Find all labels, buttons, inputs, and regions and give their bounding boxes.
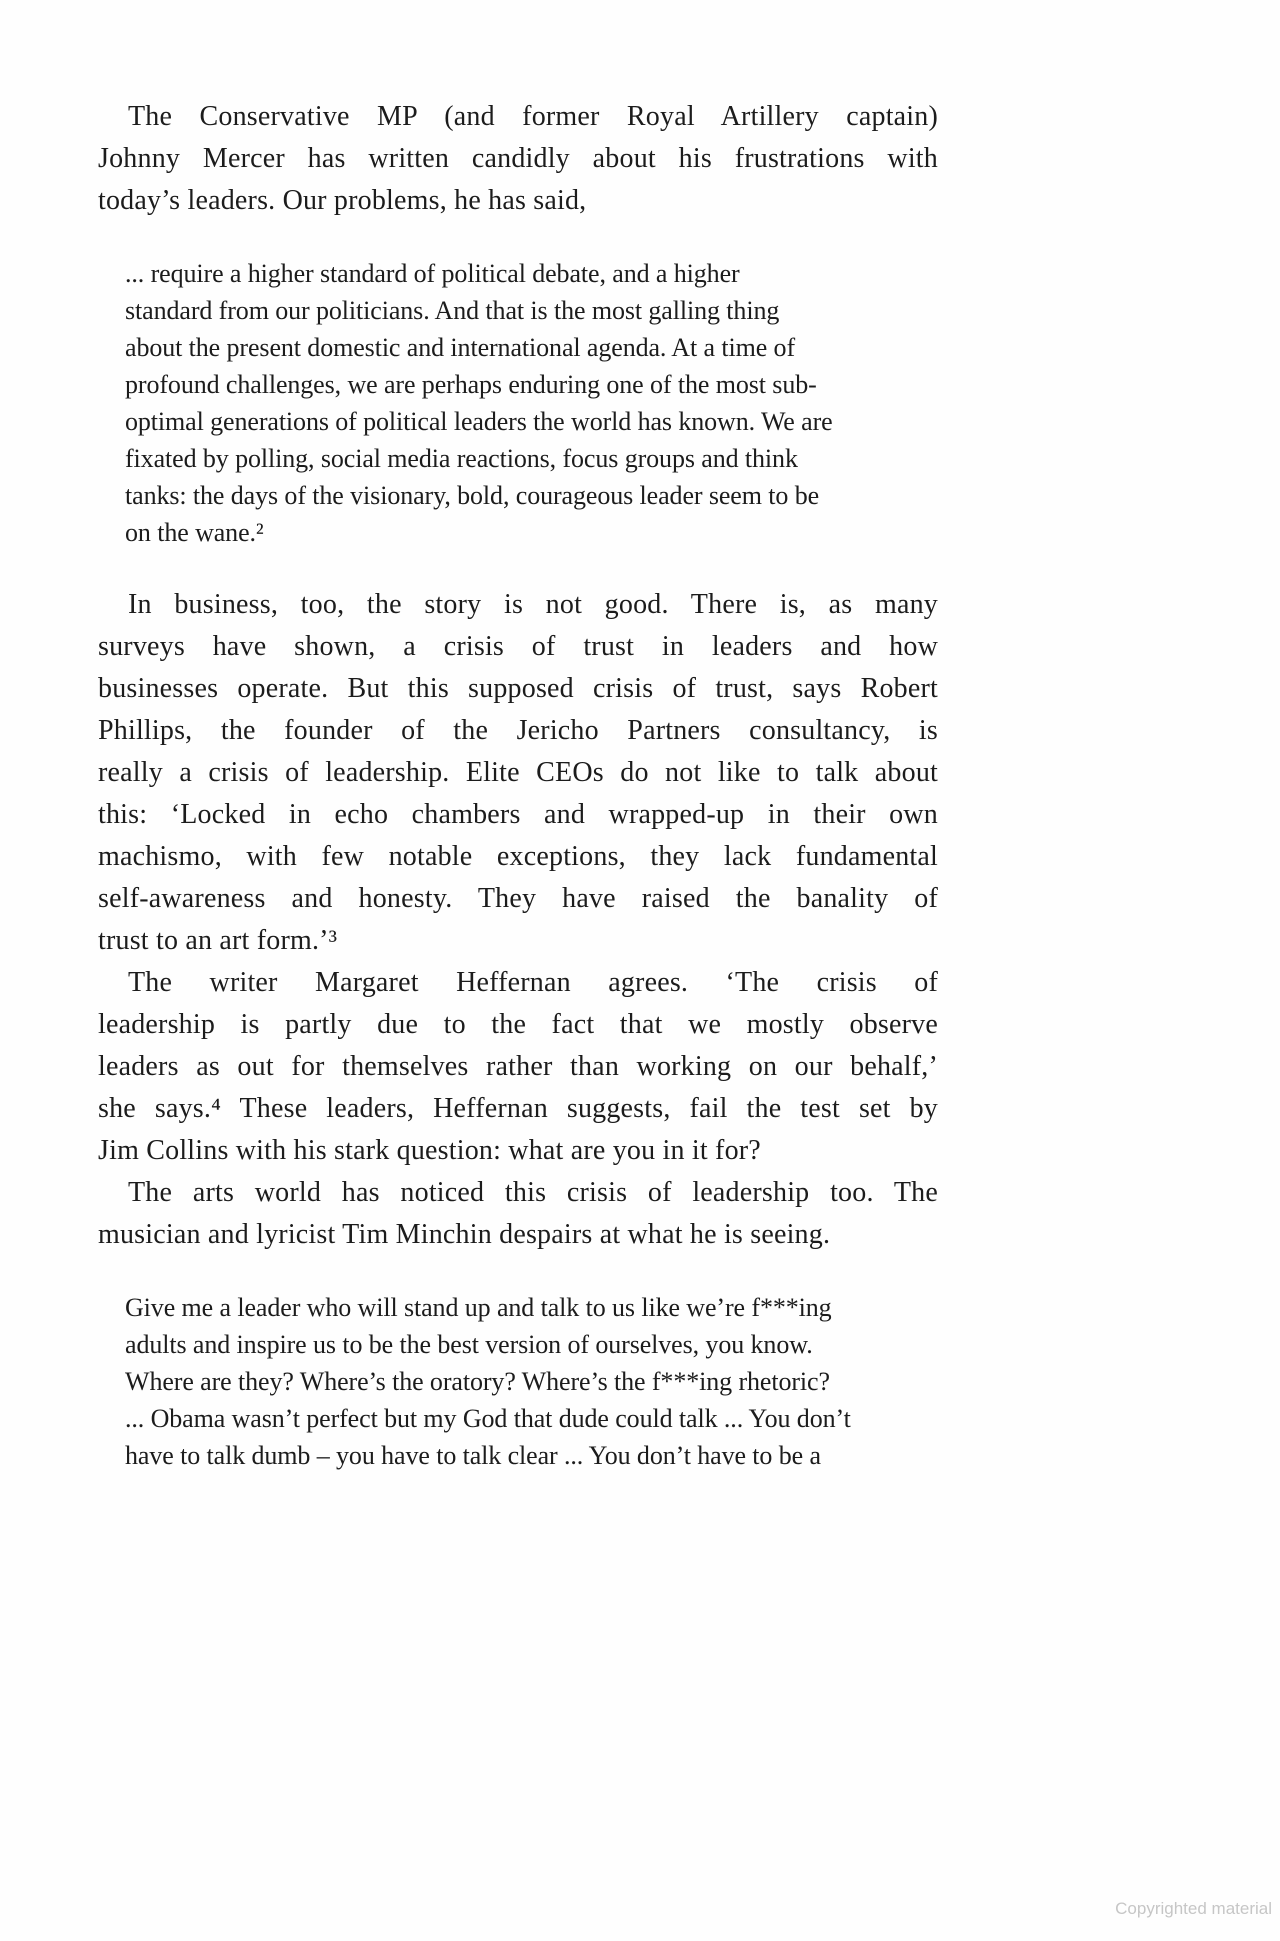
text-line: really a crisis of leadership. Elite CEOs do not like to talk about bbox=[98, 757, 938, 788]
text-line: ... Obama wasn’t perfect but my God that dude could talk ... You don’t bbox=[125, 1404, 851, 1433]
block-quote bbox=[125, 255, 897, 551]
text-line: this: ‘Locked in echo chambers and wrapped-up in their own bbox=[98, 799, 938, 830]
text-line: Give me a leader who will stand up and talk to us like we’re f***ing bbox=[125, 1293, 832, 1322]
block-quote bbox=[125, 1289, 897, 1474]
text-line: optimal generations of political leaders the world has known. We are bbox=[125, 407, 833, 436]
body-paragraph bbox=[98, 962, 938, 1172]
text-line: The writer Margaret Heffernan agrees. ‘The crisis of bbox=[128, 967, 938, 998]
body-paragraph bbox=[98, 1172, 938, 1256]
text-line: musician and lyricist Tim Minchin despairs at what he is seeing. bbox=[98, 1219, 831, 1250]
text-line: profound challenges, we are perhaps enduring one of the most sub- bbox=[125, 370, 817, 399]
text-line: Johnny Mercer has written candidly about his frustrations with bbox=[98, 143, 938, 174]
text-line: leadership is partly due to the fact that we mostly observe bbox=[98, 1009, 938, 1040]
text-line: Where are they? Where’s the oratory? Where’s the f***ing rhetoric? bbox=[125, 1367, 830, 1396]
text-line: In business, too, the story is not good. There is, as many bbox=[128, 589, 938, 620]
text-line: about the present domestic and international agenda. At a time of bbox=[125, 333, 796, 362]
text-line: The arts world has noticed this crisis of leadership too. The bbox=[128, 1177, 938, 1208]
body-paragraph bbox=[98, 96, 938, 222]
text-line: trust to an art form.’³ bbox=[98, 925, 338, 956]
text-line: Phillips, the founder of the Jericho Partners consultancy, is bbox=[98, 715, 938, 746]
text-line: today’s leaders. Our problems, he has said, bbox=[98, 185, 587, 216]
text-line: surveys have shown, a crisis of trust in leaders and how bbox=[98, 631, 938, 662]
text-line: adults and inspire us to be the best version of ourselves, you know. bbox=[125, 1330, 813, 1359]
text-line: on the wane.² bbox=[125, 518, 264, 547]
body-paragraph bbox=[98, 584, 938, 962]
text-line: The Conservative MP (and former Royal Artillery captain) bbox=[128, 101, 938, 132]
text-column bbox=[98, 96, 938, 1507]
text-line: tanks: the days of the visionary, bold, courageous leader seem to be bbox=[125, 481, 820, 510]
text-line: fixated by polling, social media reactions, focus groups and think bbox=[125, 444, 798, 473]
text-line: she says.⁴ These leaders, Heffernan suggests, fail the test set by bbox=[98, 1093, 938, 1124]
text-line: have to talk dumb – you have to talk clear ... You don’t have to be a bbox=[125, 1441, 821, 1470]
text-line: self-awareness and honesty. They have raised the banality of bbox=[98, 883, 938, 914]
text-line: standard from our politicians. And that is the most galling thing bbox=[125, 296, 780, 325]
text-line: leaders as out for themselves rather than working on our behalf,’ bbox=[98, 1051, 938, 1082]
text-line: Jim Collins with his stark question: what are you in it for? bbox=[98, 1135, 761, 1166]
text-line: ... require a higher standard of political debate, and a higher bbox=[125, 259, 740, 288]
text-line: machismo, with few notable exceptions, they lack fundamental bbox=[98, 841, 938, 872]
copyright-watermark: Copyrighted material bbox=[1115, 1899, 1272, 1918]
text-line: businesses operate. But this supposed crisis of trust, says Robert bbox=[98, 673, 938, 704]
